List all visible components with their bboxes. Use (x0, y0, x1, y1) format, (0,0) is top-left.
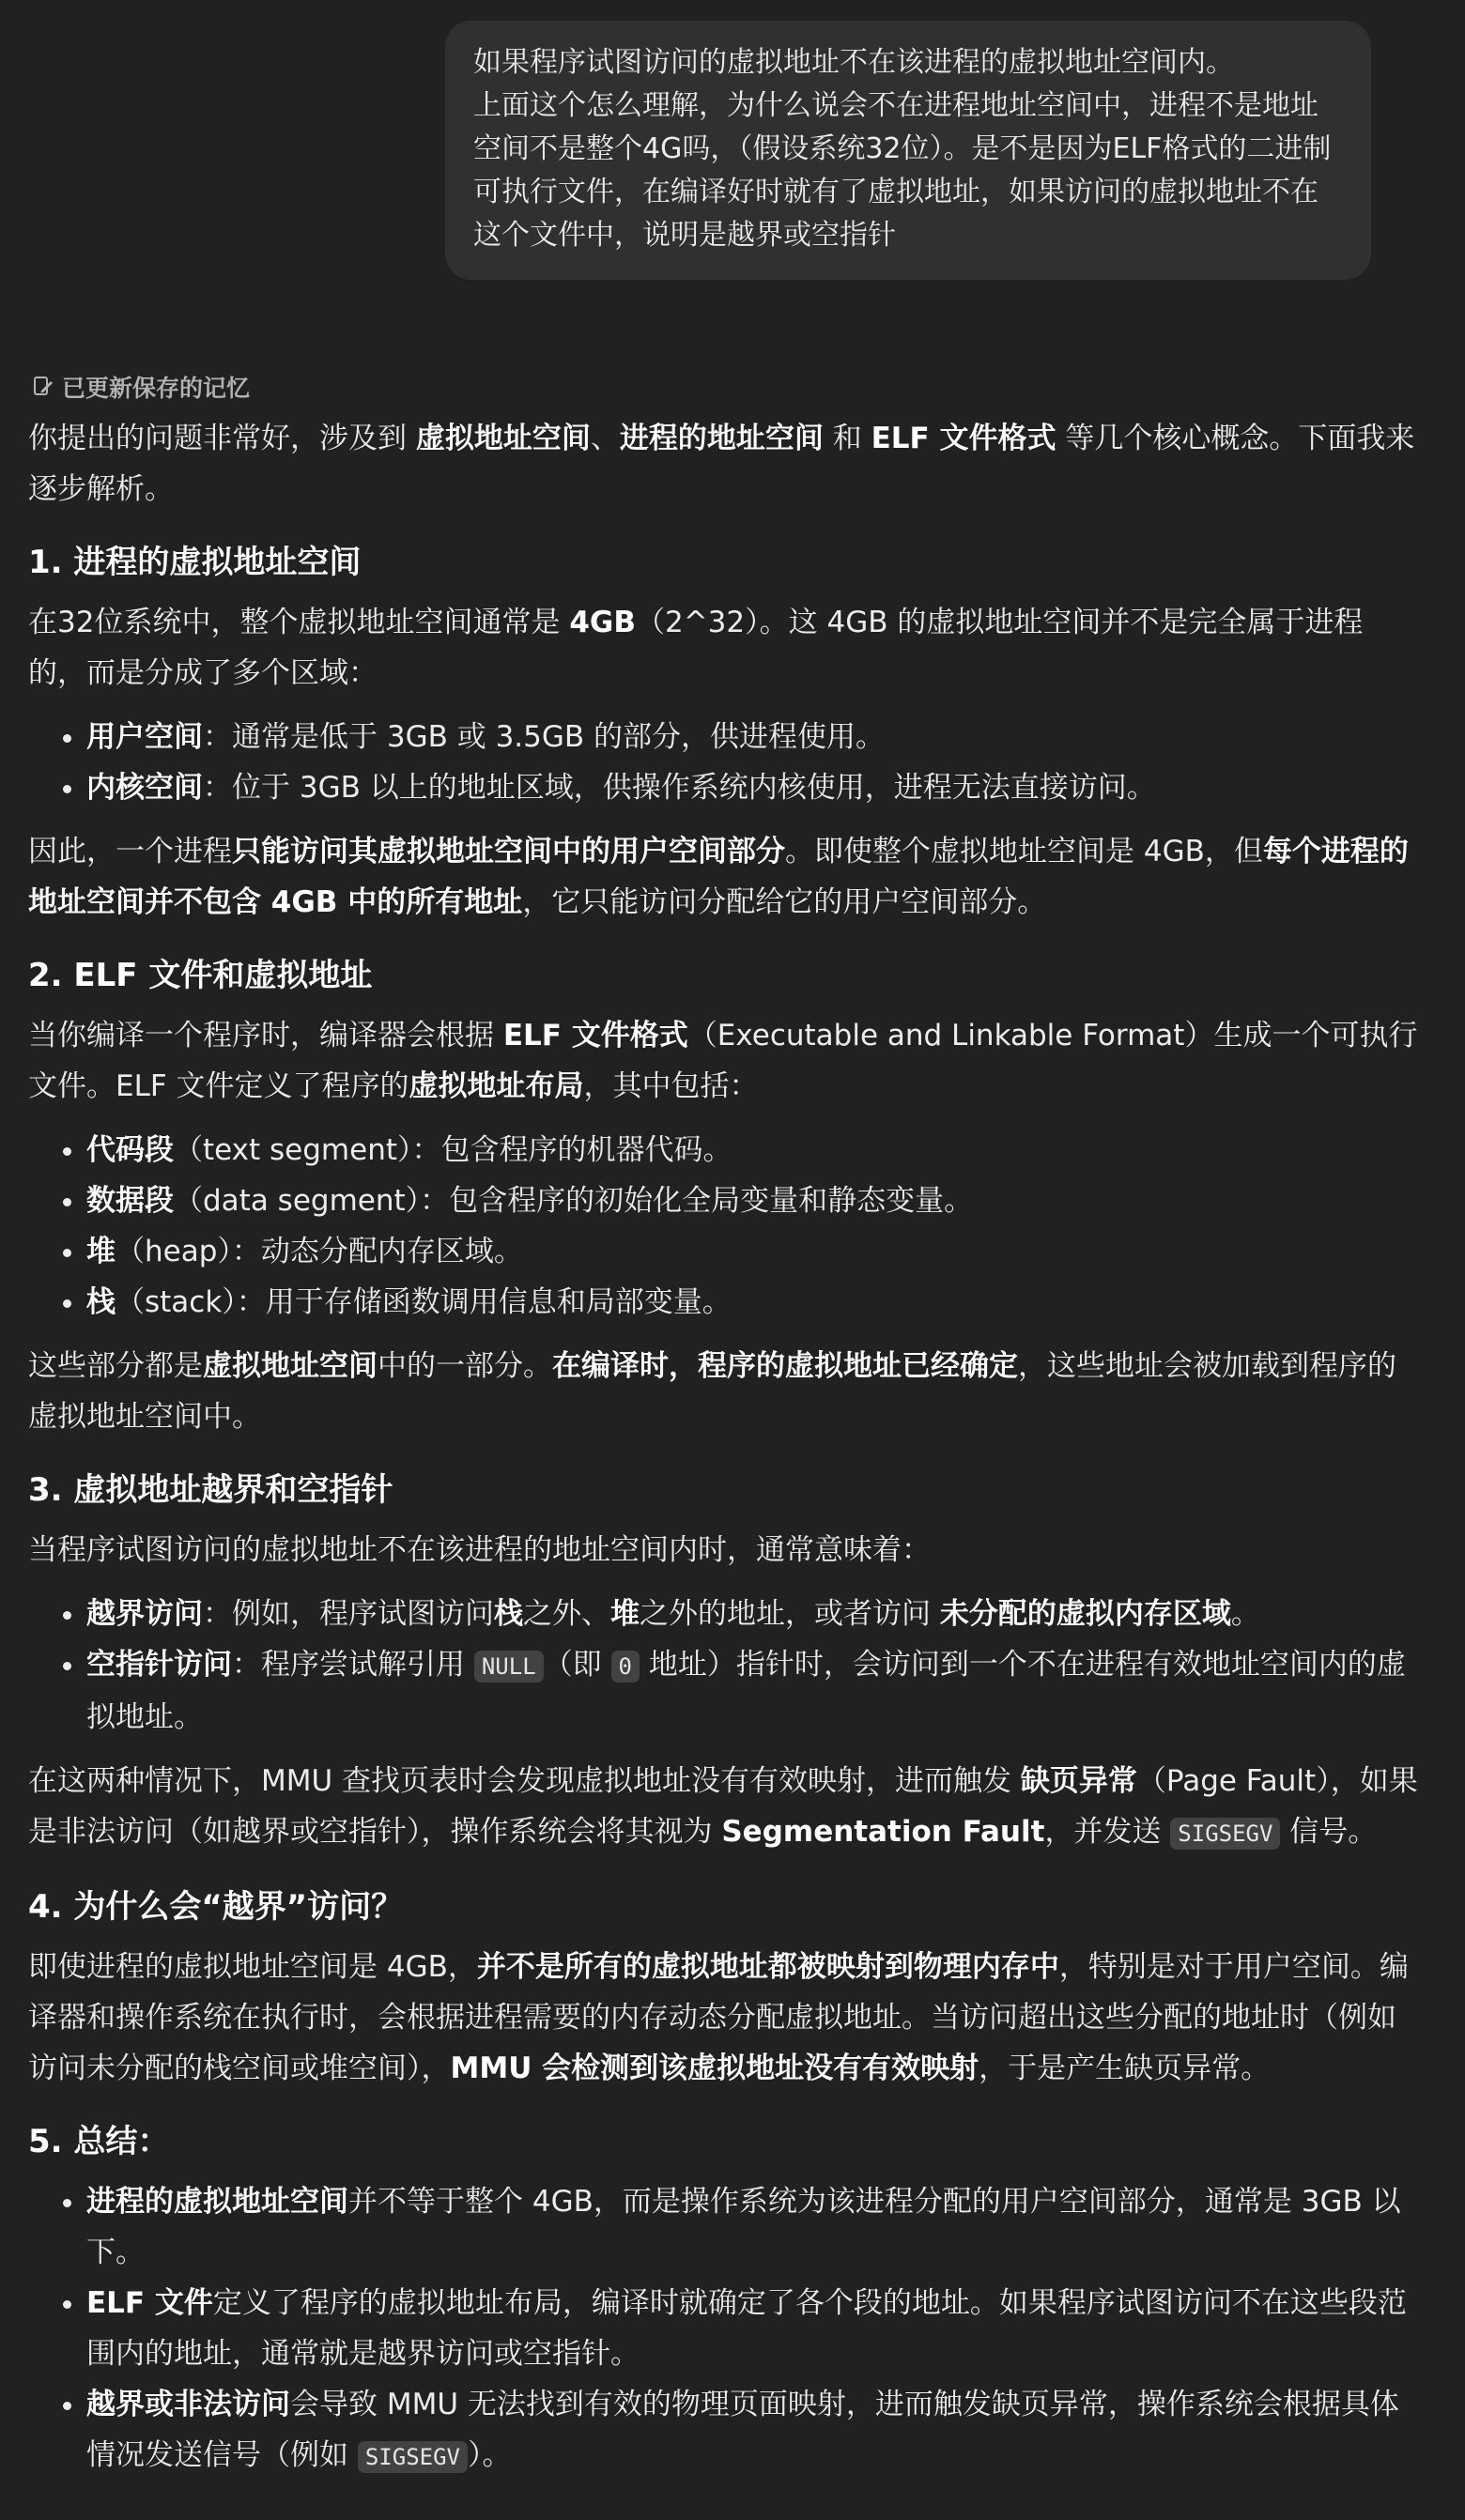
inline-code: NULL (474, 1651, 544, 1683)
text: ，并发送 (1044, 1815, 1171, 1849)
list-item (86, 712, 1418, 762)
text: 并不等于整个 4GB，而是操作系统为该进程分配的用户空间部分，通常是 3GB 以下。 (86, 2185, 1401, 2269)
user-message-line: 如果程序试图访问的虚拟地址不在该进程的虚拟地址空间内。 (473, 46, 1234, 79)
bold-text: 缺页异常 (1020, 1764, 1137, 1798)
list-item (86, 1175, 1418, 1226)
section-heading-2: 2. ELF 文件和虚拟地址 (28, 957, 373, 994)
text: 即使进程的虚拟地址空间是 4GB， (28, 1950, 477, 1984)
text: 在这两种情况下，MMU 查找页表时会发现虚拟地址没有有效映射，进而触发 (28, 1764, 1021, 1798)
section-heading-4: 4. 为什么会“越界”访问？ (28, 1888, 404, 1926)
list-item (86, 1226, 1418, 1277)
bold-text: 进程的虚拟地址空间 (86, 2185, 348, 2219)
inline-code: SIGSEGV (358, 2441, 468, 2473)
text: ：程序尝试解引用 (232, 1648, 474, 1682)
user-message-bubble (445, 21, 1371, 280)
inline-code: SIGSEGV (1170, 1818, 1280, 1850)
bold-text: 虚拟地址空间 (203, 1349, 378, 1383)
bold-text: 空指针访问 (86, 1648, 232, 1682)
list-item (86, 2379, 1418, 2482)
bold-text: MMU 会检测到该虚拟地址没有有效映射 (450, 2051, 979, 2085)
text: ，其中包括： (583, 1069, 759, 1103)
text: ，这些地址会被加载到程序的虚拟地址空间中。 (28, 1349, 1396, 1434)
text: ：通常是低于 3GB 或 3.5GB 的部分，供进程使用。 (203, 720, 886, 754)
text: 在32位系统中，整个虚拟地址空间通常是 (28, 606, 570, 639)
list-item (86, 1125, 1418, 1175)
list-item (86, 1277, 1418, 1328)
text: （即 (543, 1648, 611, 1682)
bold-text: 虚拟地址布局 (409, 1069, 584, 1103)
bold-text: 4GB (569, 606, 636, 639)
text: 当你编译一个程序时，编译器会根据 (28, 1019, 503, 1053)
text: ：位于 3GB 以上的地址区域，供操作系统内核使用，进程无法直接访问。 (203, 771, 1156, 805)
section-heading-3: 3. 虚拟地址越界和空指针 (28, 1471, 393, 1509)
text: （stack）：用于存储函数调用信息和局部变量。 (116, 1285, 732, 1319)
memory-updated-notice[interactable] (32, 368, 250, 406)
intro-paragraph (28, 413, 1418, 515)
text: 会导致 MMU 无法找到有效的物理页面映射，进而触发缺页异常，操作系统会根据具体情况发送信号（例如 (86, 2388, 1399, 2472)
section-heading-1: 1. 进程的虚拟地址空间 (28, 544, 362, 581)
bold-text: 用户空间 (86, 720, 203, 754)
text: 。即使整个虚拟地址空间是 4GB，但 (785, 835, 1263, 868)
text: （Executable and Linkable Format）生成一个可执行文件。ELF 文件定义了程序的 (28, 1019, 1418, 1103)
inline-code: 0 (611, 1651, 640, 1683)
bold-text: 栈 (494, 1597, 523, 1631)
section3-list (28, 1589, 1418, 1743)
memory-edit-icon (32, 376, 54, 398)
text: ，特别是对于用户空间。编译器和操作系统在执行时，会根据进程需要的内存动态分配虚拟地址。当访问超出这些分配的地址时（例如访问未分配的栈空间或堆空间）， (28, 1950, 1409, 2085)
section4-paragraph (28, 1942, 1418, 2094)
text: ，于是产生缺页异常。 (979, 2051, 1271, 2085)
text: 定义了程序的虚拟地址布局，编译时就确定了各个段的地址。如果程序试图访问不在这些段范围内的地址，通常就是越界访问或空指针。 (86, 2286, 1407, 2371)
section1-list (28, 712, 1418, 813)
assistant-answer (28, 413, 1418, 2496)
section2-list (28, 1125, 1418, 1328)
user-message-line: 上面这个怎么理解，为什么说会不在进程地址空间中，进程不是地址空间不是整个4G吗，（假设系统32位）。是不是因为ELF格式的二进制可执行文件，在编译好时就有了虚拟地址，如果访问的虚拟地址不在这个文件中，说明是越界或空指针 (473, 89, 1332, 252)
section3-paragraph: 当程序试图访问的虚拟地址不在该进程的地址空间内时，通常意味着： (28, 1533, 931, 1567)
bold-text: 每个进程的地址空间并不包含 4GB 中的所有地址 (28, 835, 1409, 919)
text: ，它只能访问分配给它的用户空间部分。 (522, 885, 1047, 919)
list-item (86, 2278, 1418, 2379)
text: 因此，一个进程 (28, 835, 232, 868)
text: ：例如，程序试图访问 (203, 1597, 494, 1631)
bold-text: 越界或非法访问 (86, 2388, 290, 2421)
text: 这些部分都是 (28, 1349, 203, 1383)
bold-text: 虚拟地址空间 (415, 422, 591, 455)
text: 、 (590, 422, 620, 455)
text: 。 (1230, 1597, 1260, 1631)
section2-paragraph (28, 1010, 1418, 1112)
bold-text: 并不是所有的虚拟地址都被映射到物理内存中 (476, 1950, 1059, 1984)
bold-text: 在编译时，程序的虚拟地址已经确定 (552, 1349, 1018, 1383)
bold-text: 内核空间 (86, 771, 203, 805)
bold-text: 进程的地址空间 (619, 422, 824, 455)
text: 中的一部分。 (378, 1349, 552, 1383)
text: 之外、 (523, 1597, 610, 1631)
bold-text: 越界访问 (86, 1597, 203, 1631)
bold-text: 只能访问其虚拟地址空间中的用户空间部分 (232, 835, 785, 868)
bold-text: ELF 文件格式 (871, 422, 1056, 455)
text: 和 (823, 422, 871, 455)
text: 等几个核心概念。下面我来逐步解析。 (28, 422, 1415, 506)
bold-text: 数据段 (86, 1184, 174, 1218)
text: （Page Fault），如果是非法访问（如越界或空指针），操作系统会将其视为 (28, 1764, 1418, 1849)
text: 你提出的问题非常好，涉及到 (28, 422, 416, 455)
bold-text: ELF 文件 (86, 2286, 213, 2320)
text: ）。 (468, 2438, 512, 2472)
text: 之外的地址，或者访问 (640, 1597, 940, 1631)
list-item (86, 2176, 1418, 2278)
text: （text segment）：包含程序的机器代码。 (174, 1133, 732, 1167)
bold-text: ELF 文件格式 (502, 1019, 688, 1053)
bold-text: 堆 (610, 1597, 640, 1631)
text: （heap）：动态分配内存区域。 (116, 1235, 523, 1268)
text: （2^32）。这 4GB 的虚拟地址空间并不是完全属于进程的，而是分成了多个区域： (28, 606, 1364, 690)
bold-text: 栈 (86, 1285, 116, 1319)
section-heading-5: 5. 总结： (28, 2123, 170, 2160)
section1-paragraph (28, 826, 1418, 928)
bold-text: 堆 (86, 1235, 116, 1268)
list-item (86, 1589, 1418, 1639)
section2-paragraph (28, 1341, 1418, 1442)
text: 信号。 (1280, 1815, 1378, 1849)
section3-paragraph (28, 1756, 1418, 1859)
bold-text: 代码段 (86, 1133, 174, 1167)
list-item (86, 762, 1418, 813)
text: 地址）指针时，会访问到一个不在进程有效地址空间内的虚拟地址。 (86, 1648, 1406, 1734)
bold-text: 未分配的虚拟内存区域 (939, 1597, 1231, 1631)
bold-text: Segmentation Fault (721, 1815, 1045, 1849)
section5-list (28, 2176, 1418, 2482)
memory-updated-label: 已更新保存的记忆 (62, 375, 251, 402)
section1-paragraph (28, 597, 1418, 699)
text: （data segment）：包含程序的初始化全局变量和静态变量。 (174, 1184, 974, 1218)
list-item (86, 1639, 1418, 1743)
